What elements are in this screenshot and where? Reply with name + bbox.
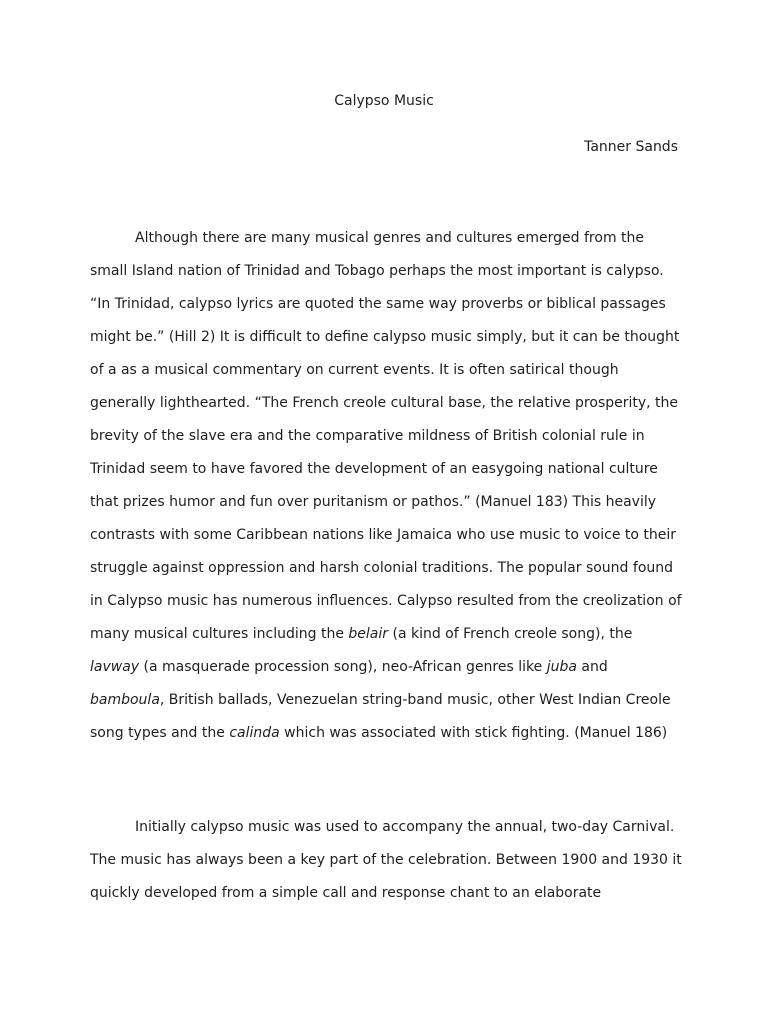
text-segment: quickly developed from a simple call and response chant to an elaborate <box>90 885 602 901</box>
text-line <box>90 519 690 552</box>
text-segment: that prizes humor and fun over puritanism or pathos.” (Manuel 183) This heavily <box>90 494 657 510</box>
text-line <box>90 651 690 684</box>
text-segment: (a kind of French creole song), the <box>388 626 633 642</box>
text-segment: Trinidad seem to have favored the development of an easygoing national culture <box>90 461 658 477</box>
italic-term: bamboula <box>90 692 160 708</box>
text-line <box>90 222 690 255</box>
text-segment: contrasts with some Caribbean nations like Jamaica who use music to voice to their <box>90 527 677 543</box>
italic-term: calinda <box>229 725 280 741</box>
text-line <box>90 453 690 486</box>
text-segment: The music has always been a key part of the celebration. Between 1900 and 1930 it <box>90 852 682 868</box>
text-segment: of a as a musical commentary on current events. It is often satirical though <box>90 362 619 378</box>
text-line <box>90 585 690 618</box>
text-line <box>90 552 690 585</box>
text-segment: struggle against oppression and harsh colonial traditions. The popular sound found <box>90 560 674 576</box>
paragraph <box>90 811 690 910</box>
text-segment: “In Trinidad, calypso lyrics are quoted the same way proverbs or biblical passages <box>90 296 666 312</box>
text-segment: song types and the <box>90 725 230 741</box>
text-segment: Although there are many musical genres and cultures emerged from the <box>135 230 645 246</box>
text-segment: many musical cultures including the <box>90 626 349 642</box>
text-segment: Initially calypso music was used to accompany the annual, two-day Carnival. <box>135 819 675 835</box>
text-line <box>90 387 690 420</box>
text-line <box>90 618 690 651</box>
paragraph <box>90 222 690 750</box>
text-segment: , British ballads, Venezuelan string-band music, other West Indian Creole <box>159 692 671 708</box>
italic-term: belair <box>348 626 389 642</box>
text-line <box>90 717 690 750</box>
text-segment: (a masquerade procession song), neo-African genres like <box>139 659 547 675</box>
text-line <box>90 321 690 354</box>
text-segment: small Island nation of Trinidad and Tobago perhaps the most important is calypso. <box>90 263 664 279</box>
text-line <box>90 486 690 519</box>
text-segment: and <box>576 659 608 675</box>
text-segment: generally lighthearted. “The French creole cultural base, the relative prosperity, the <box>90 395 679 411</box>
document-title: Calypso Music <box>334 93 434 109</box>
text-segment: brevity of the slave era and the comparative mildness of British colonial rule in <box>90 428 645 444</box>
text-line <box>90 684 690 717</box>
text-line <box>90 288 690 321</box>
text-segment: which was associated with stick fighting. (Manuel 186) <box>279 725 668 741</box>
text-line <box>90 811 690 844</box>
italic-term: lavway <box>90 659 140 675</box>
author-name: Tanner Sands <box>584 139 678 155</box>
text-line <box>90 877 690 910</box>
italic-term: juba <box>546 659 577 675</box>
text-line <box>90 255 690 288</box>
text-segment: in Calypso music has numerous influences. Calypso resulted from the creolization of <box>90 593 682 609</box>
text-line <box>90 420 690 453</box>
text-line <box>90 844 690 877</box>
text-line <box>90 354 690 387</box>
text-segment: might be.” (Hill 2) It is difficult to define calypso music simply, but it can be thought <box>90 329 680 345</box>
